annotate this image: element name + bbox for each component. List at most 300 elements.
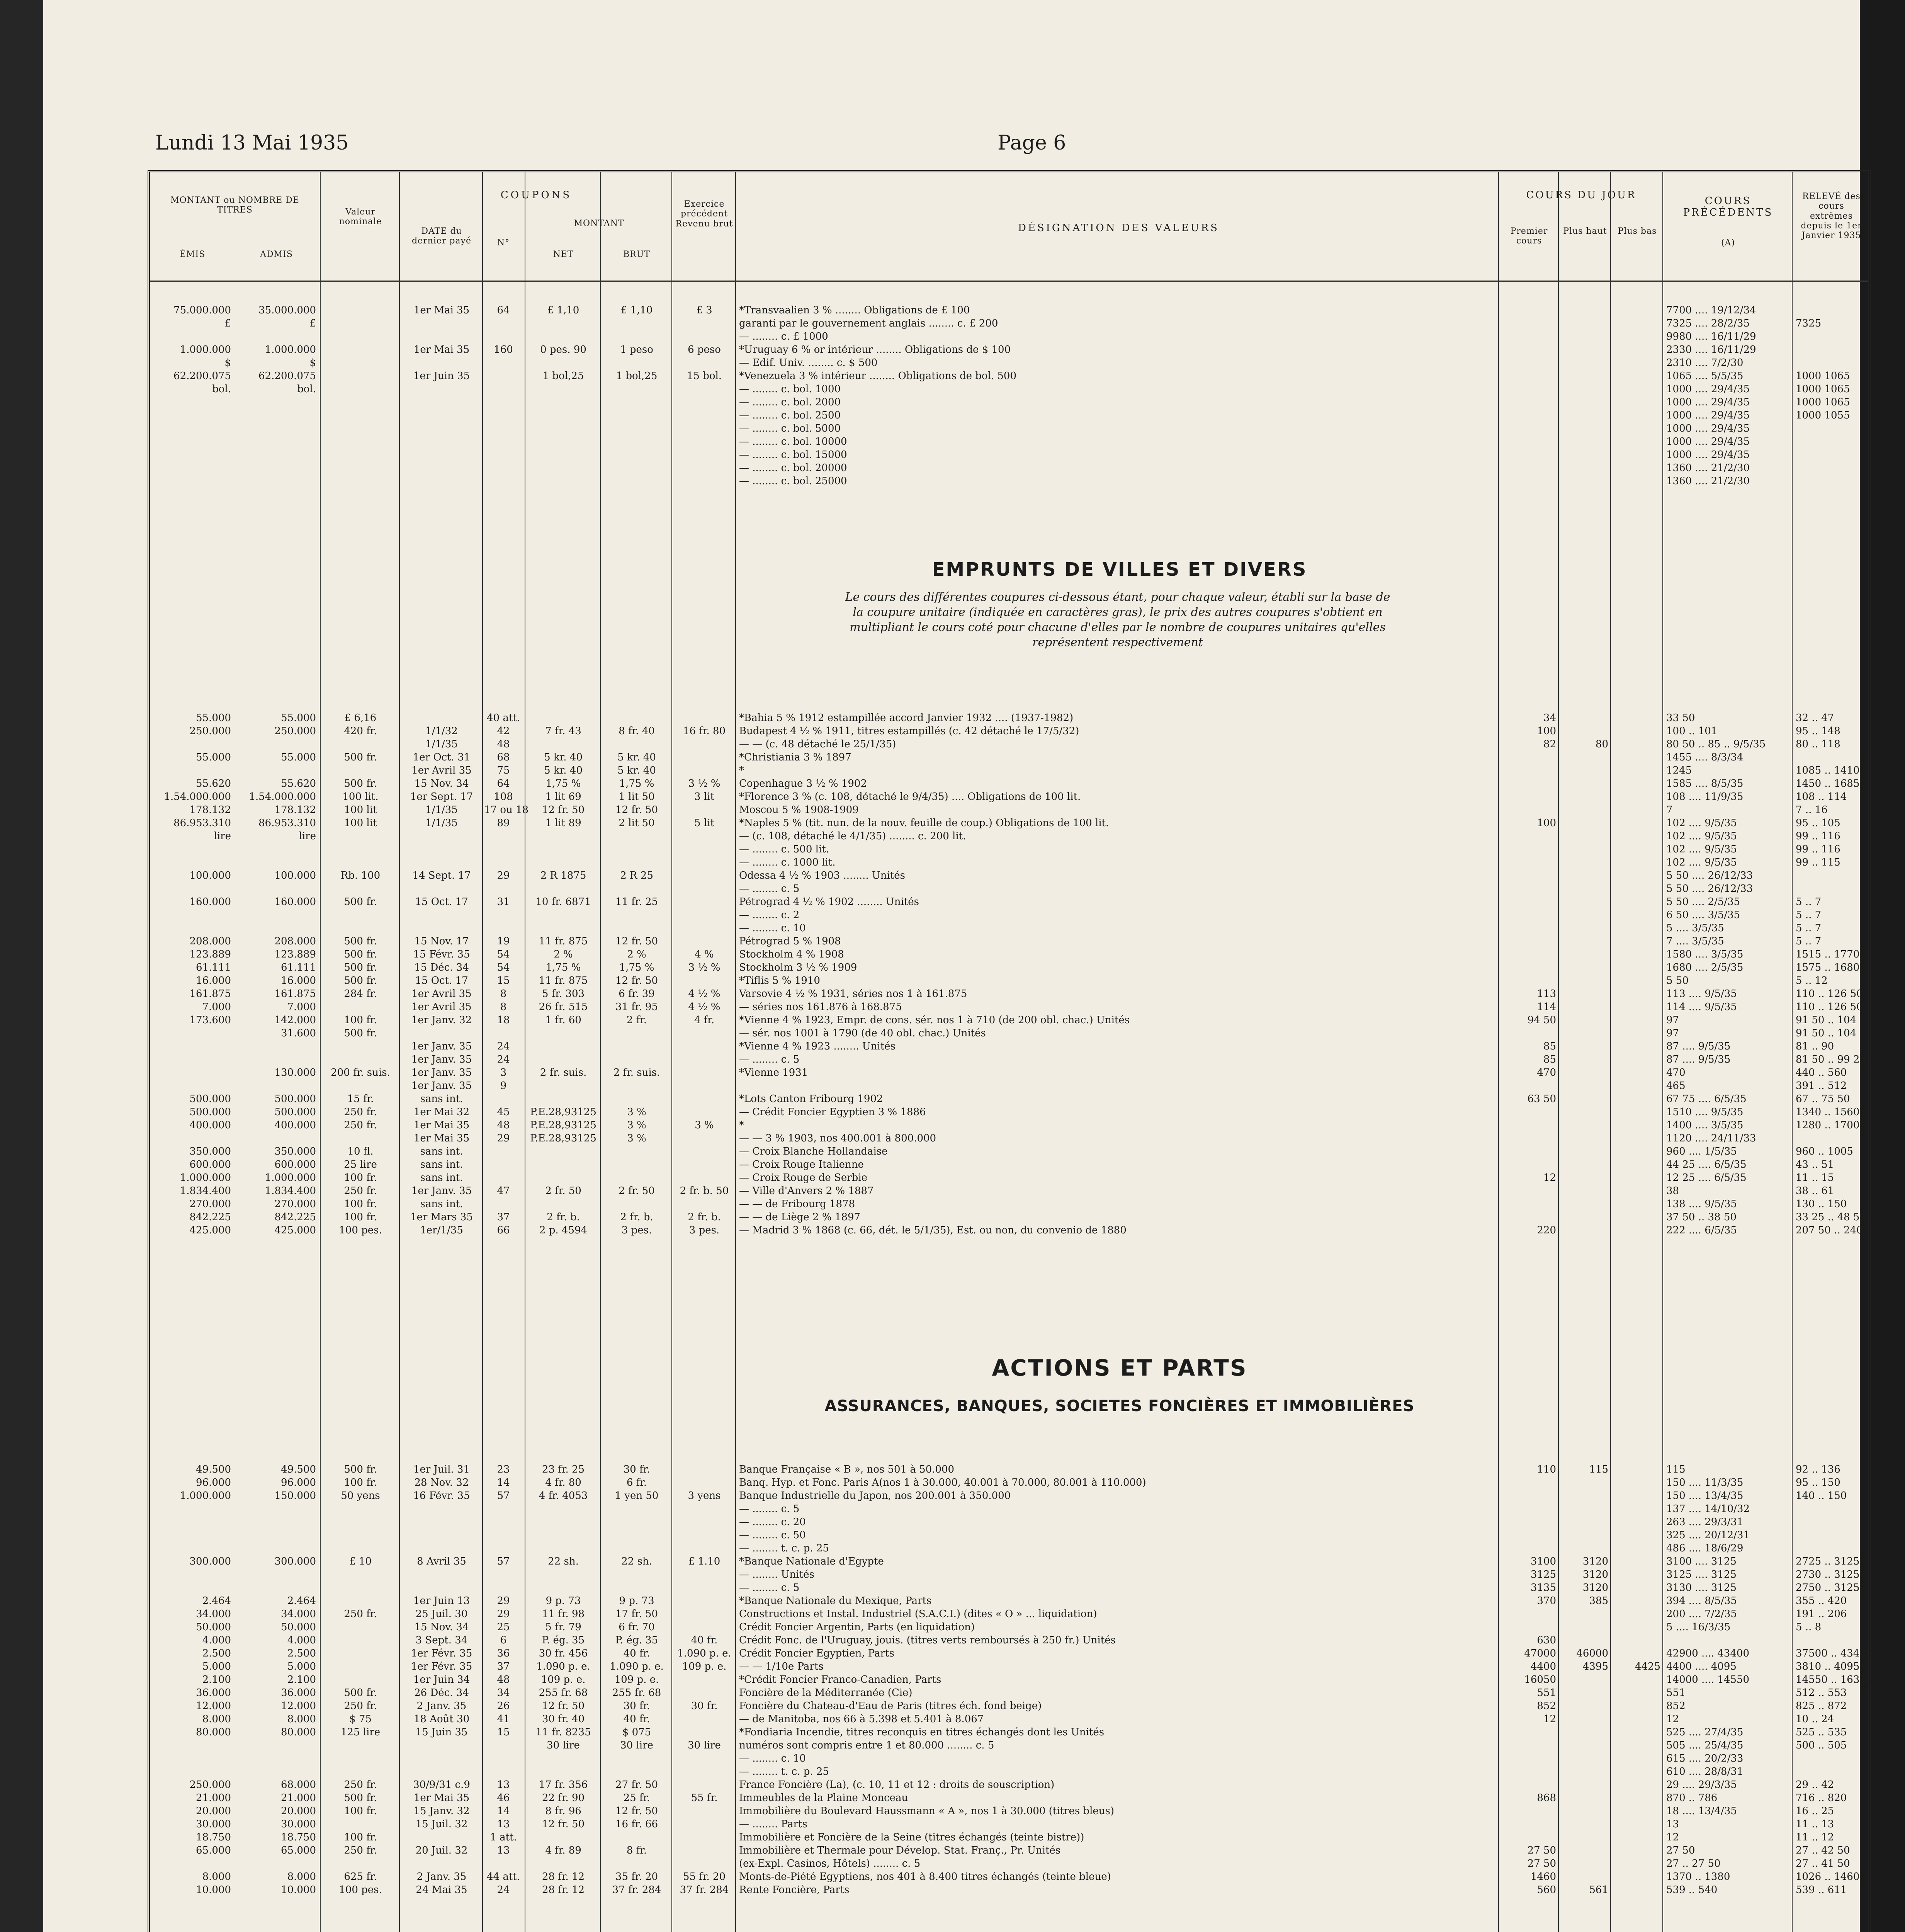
cell-premier-cours: 868 [1537, 1792, 1556, 1804]
cell-cours-precedents: 37 50 .. 38 50 [1666, 1211, 1737, 1223]
header-precedents: COURS PRÉCÉDENTS [1683, 195, 1773, 218]
cell-date: 1er Juin 35 [413, 370, 470, 382]
cell-premier-cours: 85 [1543, 1054, 1556, 1065]
cell-emis: 500.000 [189, 1106, 231, 1118]
cell-nominal: £ 6,16 [344, 712, 377, 724]
cell-net: 12 fr. 50 [542, 1818, 585, 1830]
cell-premier-cours: 82 [1543, 738, 1556, 750]
table-row [150, 383, 1868, 396]
table-row [150, 1607, 1868, 1621]
cell-exercice: 4 ½ % [688, 1001, 721, 1013]
cell-admis: 35.000.000 [258, 304, 316, 316]
table-row [150, 330, 1868, 343]
header-net: NET [553, 250, 574, 259]
cell-premier-cours: 3135 [1530, 1582, 1556, 1594]
cell-date: 15 Nov. 34 [414, 778, 469, 789]
cell-cours-precedents: 1000 .... 29/4/35 [1666, 410, 1750, 421]
cell-designation: — — (c. 48 détaché le 25/1/35) [739, 738, 896, 750]
cell-plus-haut: 3120 [1582, 1556, 1608, 1567]
cell-designation: — Madrid 3 % 1868 (c. 66, dét. le 5/1/35), Est. ou non, du convenio de 1880 [739, 1225, 1127, 1236]
cell-cours-precedents: 1580 .... 3/5/35 [1666, 949, 1744, 960]
cell-releve: 1026 .. 1460 [1796, 1871, 1860, 1883]
cell-brut: 30 fr. [623, 1700, 650, 1712]
cell-designation: — ........ c. 5 [739, 1503, 800, 1515]
cell-date: 1er Févr. 35 [411, 1661, 472, 1672]
section-emprunts-note: Le cours des différentes coupures ci-dessous étant, pour chaque valeur, établi sur la base de la coupure unitaire (indiquée en caractères gras), le prix des autres coupures s'obtient en multipliant le cours coté pour chacune d'elles par le nombre de coupures unitaires qu'elles représentent respectivement [845, 590, 1390, 649]
cell-exercice: 3 ½ % [688, 778, 721, 789]
cell-emis: 161.875 [189, 988, 231, 1000]
cell-cours-precedents: 200 .... 7/2/35 [1666, 1608, 1737, 1620]
cell-net: 2 fr. b. [547, 1211, 580, 1223]
cell-brut: 30 fr. [623, 1464, 650, 1475]
cell-coupon-no: 45 [497, 1106, 510, 1118]
cell-premier-cours: 34 [1543, 712, 1556, 724]
cell-admis: 62.200.075 [258, 370, 316, 382]
cell-emis: 96.000 [196, 1477, 231, 1488]
cell-cours-precedents: 1680 .... 2/5/35 [1666, 962, 1744, 973]
cell-designation: *Transvaalien 3 % ........ Obligations de £ 100 [739, 304, 970, 316]
cell-coupon-no: 64 [497, 778, 510, 789]
cell-nominal: 100 fr. [344, 1211, 377, 1223]
cell-designation: — Croix Blanche Hollandaise [739, 1146, 888, 1157]
cell-exercice: 30 lire [688, 1740, 721, 1751]
cell-coupon-no: 48 [497, 1119, 510, 1131]
cell-brut: 1 peso [620, 344, 653, 355]
cell-brut: 17 fr. 50 [615, 1608, 658, 1620]
cell-coupon-no: 13 [497, 1779, 510, 1791]
cell-emis: 55.000 [196, 752, 231, 763]
cell-coupon-no: 6 [500, 1634, 507, 1646]
cell-date: 1er Avril 35 [411, 988, 472, 1000]
cell-releve: 16 .. 25 [1796, 1805, 1834, 1817]
cell-cours-precedents: 465 [1666, 1080, 1686, 1092]
cell-emis: 100.000 [189, 870, 231, 881]
section-assurances: ASSURANCES, BANQUES, SOCIETES FONCIÈRES ET IMMOBILIÈRES [824, 1397, 1415, 1415]
cell-emis: 62.200.075 [173, 370, 231, 382]
running-head-date: Lundi 13 Mai 1935 [155, 131, 349, 155]
cell-releve: 7325 [1796, 318, 1822, 329]
cell-designation: — ........ c. 5 [739, 1054, 800, 1065]
cell-designation: — ........ c. 5 [739, 883, 800, 895]
cell-brut: 8 fr. 40 [619, 725, 655, 737]
table-row [150, 1224, 1868, 1237]
cell-designation: — Ville d'Anvers 2 % 1887 [739, 1185, 874, 1197]
cell-admis: 142.000 [274, 1014, 316, 1026]
cell-designation: — ........ c. bol. 1000 [739, 383, 841, 395]
cell-cours-precedents: 7700 .... 19/12/34 [1666, 304, 1756, 316]
cell-net: 2 fr. 50 [545, 1185, 581, 1197]
cell-emis: bol. [212, 383, 231, 395]
cell-emis: 75.000.000 [173, 304, 231, 316]
cell-brut: 11 fr. 25 [615, 896, 658, 908]
cell-designation: — ........ c. bol. 25000 [739, 475, 847, 487]
cell-designation: Stockholm 3 ½ % 1909 [739, 962, 857, 973]
cell-coupon-no: 26 [497, 1700, 510, 1712]
table-row [150, 1211, 1868, 1224]
cell-releve: 5 .. 7 [1796, 922, 1822, 934]
cell-exercice: £ 1.10 [688, 1556, 721, 1567]
cell-designation: — ........ c. bol. 20000 [739, 462, 847, 474]
cell-cours-precedents: 1000 .... 29/4/35 [1666, 423, 1750, 434]
cell-date: 1er Janv. 35 [411, 1041, 472, 1052]
cell-net: P.E.28,93125 [530, 1106, 596, 1118]
table-row [150, 1158, 1868, 1171]
cell-net: 11 fr. 98 [542, 1608, 585, 1620]
cell-designation: Crédit Fonc. de l'Uruguay, jouis. (titres verts remboursés à 250 fr.) Unités [739, 1634, 1116, 1646]
cell-designation: — ........ c. 2 [739, 909, 800, 921]
cell-cours-precedents: 38 [1666, 1185, 1679, 1197]
cell-cours-precedents: 13 [1666, 1818, 1679, 1830]
cell-exercice: 16 fr. 80 [683, 725, 726, 737]
cell-coupon-no: 29 [497, 1133, 510, 1144]
cell-emis: 1.834.400 [180, 1185, 231, 1197]
cell-admis: 21.000 [281, 1792, 316, 1804]
cell-releve: 95 .. 150 [1796, 1477, 1840, 1488]
cell-cours-precedents: 4400 .... 4095 [1666, 1661, 1737, 1672]
cell-coupon-no: 1 att. [490, 1832, 517, 1843]
cell-net: 5 kr. 40 [544, 752, 583, 763]
cell-emis: 2.464 [202, 1595, 231, 1607]
cell-nominal: 500 fr. [344, 935, 377, 947]
cell-designation: Rente Foncière, Parts [739, 1884, 850, 1896]
cell-admis: bol. [297, 383, 316, 395]
cell-designation: Immeubles de la Plaine Monceau [739, 1792, 908, 1804]
cell-cours-precedents: 610 .... 28/8/31 [1666, 1766, 1744, 1777]
cell-releve: 11 .. 12 [1796, 1832, 1834, 1843]
cell-releve: 95 .. 105 [1796, 817, 1840, 829]
cell-cours-precedents: 100 .. 101 [1666, 725, 1718, 737]
cell-designation: — ........ c. bol. 15000 [739, 449, 847, 461]
cell-coupon-no: 48 [497, 738, 510, 750]
cell-brut: 3 % [627, 1133, 646, 1144]
cell-emis: $ [224, 357, 231, 369]
cell-net: 1 lit 69 [545, 791, 581, 803]
cell-designation: *Vienne 4 % 1923 ........ Unités [739, 1041, 896, 1052]
cell-releve: 2725 .. 3125 [1796, 1556, 1860, 1567]
cell-designation: * [739, 765, 744, 776]
cell-date: 15 Juin 35 [415, 1726, 468, 1738]
cell-brut: 6 fr. 70 [619, 1621, 655, 1633]
cell-cours-precedents: 102 .... 9/5/35 [1666, 817, 1737, 829]
cell-cours-precedents: 1000 .... 29/4/35 [1666, 449, 1750, 461]
cell-exercice: 3 ½ % [688, 962, 721, 973]
table-row [150, 1066, 1868, 1079]
table-row [150, 1673, 1873, 1686]
cell-admis: 161.875 [274, 988, 316, 1000]
cell-nominal: 250 fr. [344, 1185, 377, 1197]
cell-emis: 10.000 [196, 1884, 231, 1896]
cell-admis: 96.000 [281, 1477, 316, 1488]
cell-cours-precedents: 5 50 [1666, 975, 1689, 986]
cell-designation: *Lots Canton Fribourg 1902 [739, 1093, 883, 1105]
cell-cours-precedents: 3100 .... 3125 [1666, 1556, 1737, 1567]
cell-emis: 1.54.000.000 [164, 791, 231, 803]
cell-releve: 1280 .. 1700 [1796, 1119, 1860, 1131]
cell-cours-precedents: 1510 .... 9/5/35 [1666, 1106, 1744, 1118]
table-row [150, 1594, 1868, 1607]
table-row [150, 764, 1868, 777]
header-emis: ÉMIS [179, 250, 206, 259]
cell-cours-precedents: 138 .... 9/5/35 [1666, 1198, 1737, 1210]
cell-releve: 1000 1065 [1796, 383, 1850, 395]
cell-admis: 1.54.000.000 [249, 791, 316, 803]
cell-designation: — (c. 108, détaché le 4/1/35) ........ c. 200 lit. [739, 830, 966, 842]
cell-brut: 12 fr. 50 [615, 935, 658, 947]
table-row [150, 448, 1868, 461]
table-row [150, 1555, 1868, 1568]
cell-coupon-no: 66 [497, 1225, 510, 1236]
cell-cours-precedents: 1455 .... 8/3/34 [1666, 752, 1744, 763]
cell-net: 22 fr. 90 [542, 1792, 585, 1804]
cell-coupon-no: 18 [497, 1014, 510, 1026]
cell-emis: £ [224, 318, 231, 329]
cell-coupon-no: 3 [500, 1067, 507, 1078]
cell-brut: 8 fr. [626, 1845, 647, 1856]
cell-net: 26 fr. 515 [539, 1001, 588, 1013]
cell-designation: *Vienne 1931 [739, 1067, 808, 1078]
cell-designation: — ........ t. c. p. 25 [739, 1766, 829, 1777]
table-row [150, 961, 1868, 974]
cell-releve: 1000 1065 [1796, 396, 1850, 408]
cell-premier-cours: 1460 [1530, 1871, 1556, 1883]
cell-premier-cours: 470 [1537, 1067, 1556, 1078]
table-row [150, 1184, 1868, 1197]
cell-cours-precedents: 1370 .. 1380 [1666, 1871, 1730, 1883]
cell-coupon-no: 17 ou 18 [484, 804, 529, 816]
cell-releve: 43 .. 51 [1796, 1159, 1834, 1170]
cell-designation: — ........ c. 500 lit. [739, 844, 829, 855]
cell-premier-cours: 27 50 [1527, 1845, 1556, 1856]
cell-net: 1,75 % [545, 962, 581, 973]
header-admis: ADMIS [260, 250, 293, 259]
cell-designation: Foncière du Chateau-d'Eau de Paris (titres éch. fond beige) [739, 1700, 1042, 1712]
cell-designation: Immobilière du Boulevard Haussmann « A », nos 1 à 30.000 (titres bleus) [739, 1805, 1115, 1817]
cell-coupon-no: 24 [497, 1054, 510, 1065]
cell-premier-cours: 551 [1537, 1687, 1556, 1699]
cell-premier-cours: 3125 [1530, 1569, 1556, 1580]
cell-emis: 49.500 [196, 1464, 231, 1475]
cell-nominal: 200 fr. suis. [331, 1067, 390, 1078]
cell-designation: numéros sont compris entre 1 et 80.000 ........ c. 5 [739, 1740, 994, 1751]
table-row [150, 751, 1868, 764]
cell-cours-precedents: 5 .... 3/5/35 [1666, 922, 1724, 934]
cell-designation: — ........ c. £ 1000 [739, 331, 828, 342]
cell-designation: * [739, 1119, 744, 1131]
cell-admis: 4.000 [287, 1634, 316, 1646]
cell-admis: lire [299, 830, 316, 842]
table-row [150, 1804, 1868, 1818]
cell-nominal: 100 lit [344, 817, 377, 829]
cell-plus-haut: 3120 [1582, 1569, 1608, 1580]
cell-designation: Moscou 5 % 1908-1909 [739, 804, 859, 816]
cell-admis: 600.000 [274, 1159, 316, 1170]
cell-date: 1er Mai 35 [413, 344, 470, 355]
cell-admis: 1.834.400 [265, 1185, 316, 1197]
cell-emis: 18.750 [196, 1832, 231, 1843]
cell-nominal: 500 fr. [344, 752, 377, 763]
table-row [150, 1818, 1868, 1831]
cell-date: 1/1/32 [425, 725, 458, 737]
cell-designation: — Croix Rouge de Serbie [739, 1172, 868, 1184]
cell-designation: Odessa 4 ½ % 1903 ........ Unités [739, 870, 906, 881]
cell-nominal: 420 fr. [344, 725, 377, 737]
table-row [150, 1699, 1868, 1713]
cell-brut: 1 lit 50 [619, 791, 655, 803]
cell-date: sans int. [420, 1159, 463, 1170]
table-row [150, 422, 1868, 435]
cell-exercice: 3 lit [694, 791, 714, 803]
cell-emis: 600.000 [189, 1159, 231, 1170]
cell-plus-haut: 385 [1589, 1595, 1608, 1607]
cell-admis: 2.100 [287, 1674, 316, 1685]
cell-nominal: 250 fr. [344, 1845, 377, 1856]
cell-coupon-no: 44 att. [486, 1871, 520, 1883]
cell-designation: — ........ c. 1000 lit. [739, 857, 836, 868]
cell-net: P.E.28,93125 [530, 1133, 596, 1144]
table-row [150, 1778, 1868, 1791]
cell-releve: 38 .. 61 [1796, 1185, 1834, 1197]
cell-cours-precedents: 1400 .... 3/5/35 [1666, 1119, 1744, 1131]
cell-premier-cours: 630 [1537, 1634, 1556, 1646]
cell-designation: *Florence 3 % (c. 108, détaché le 9/4/35) .... Obligations de 100 lit. [739, 791, 1081, 803]
cell-net: 30 lire [547, 1740, 580, 1751]
cell-brut: 12 fr. 50 [615, 804, 658, 816]
header-coupons: COUPONS [500, 189, 572, 201]
cell-date: sans int. [420, 1198, 463, 1210]
table-row [150, 738, 1868, 751]
cell-admis: 8.000 [287, 1871, 316, 1883]
table-row [150, 1634, 1868, 1647]
cell-emis: 8.000 [202, 1713, 231, 1725]
cell-designation: *Vienne 4 % 1923, Empr. de cons. sér. nos 1 à 710 (de 200 obl. chac.) Unités [739, 1014, 1130, 1026]
table-row [150, 1171, 1868, 1184]
cell-brut: 1 bol,25 [616, 370, 658, 382]
table-row [150, 1105, 1868, 1119]
cell-releve: 2730 .. 3125 [1796, 1569, 1860, 1580]
cell-premier-cours: 12 [1543, 1713, 1556, 1725]
cell-designation: *Naples 5 % (tit. nun. de la nouv. feuille de coup.) Obligations de 100 lit. [739, 817, 1109, 829]
cell-date: 1/1/35 [425, 738, 458, 750]
cell-releve: 110 .. 126 50 [1796, 1001, 1863, 1013]
cell-emis: 34.000 [196, 1608, 231, 1620]
cell-releve: 1000 1055 [1796, 410, 1850, 421]
cell-nominal: 250 fr. [344, 1119, 377, 1131]
table-row [150, 1713, 1868, 1726]
cell-date: 1er Janv. 35 [411, 1054, 472, 1065]
table-row [150, 369, 1868, 383]
cell-releve: 99 .. 115 [1796, 857, 1840, 868]
cell-designation: Varsovie 4 ½ % 1931, séries nos 1 à 161.875 [739, 988, 967, 1000]
table-row [150, 396, 1868, 409]
cell-cours-precedents: 12 [1666, 1832, 1679, 1843]
cell-net: 17 fr. 356 [539, 1779, 588, 1791]
cell-exercice: 5 lit [694, 817, 714, 829]
cell-coupon-no: 75 [497, 765, 510, 776]
cell-date: 15 Févr. 35 [413, 949, 470, 960]
cell-releve: 14550 .. 16350 [1796, 1674, 1873, 1685]
cell-premier-cours: 113 [1537, 988, 1556, 1000]
cell-cours-precedents: 42900 .... 43400 [1666, 1648, 1750, 1659]
cell-releve: 5 .. 7 [1796, 909, 1822, 921]
cell-emis: 208.000 [189, 935, 231, 947]
cell-net: 4 fr. 89 [545, 1845, 581, 1856]
cell-date: 15 Oct. 17 [415, 896, 468, 908]
cell-brut: 35 fr. 20 [615, 1871, 658, 1883]
cell-date: 1er Sept. 17 [410, 791, 473, 803]
cell-emis: 36.000 [196, 1687, 231, 1699]
cell-cours-precedents: 3125 .... 3125 [1666, 1569, 1737, 1580]
cell-nominal: 100 fr. [344, 1198, 377, 1210]
cell-designation: Immobilière et Foncière de la Seine (titres échangés (teinte bistre)) [739, 1832, 1084, 1843]
cell-brut: 12 fr. 50 [615, 1805, 658, 1817]
cell-premier-cours: 100 [1537, 817, 1556, 829]
cell-cours-precedents: 470 [1666, 1067, 1686, 1078]
cell-date: 1er Janv. 35 [411, 1185, 472, 1197]
cell-cours-precedents: 615 .... 20/2/33 [1666, 1753, 1744, 1764]
cell-nominal: 250 fr. [344, 1106, 377, 1118]
cell-premier-cours: 27 50 [1527, 1858, 1556, 1869]
cell-brut: 1,75 % [619, 962, 654, 973]
cell-coupon-no: 15 [497, 1726, 510, 1738]
table-row [150, 987, 1868, 1000]
cell-cours-precedents: 18 .... 13/4/35 [1666, 1805, 1737, 1817]
cell-date: 1er Oct. 31 [413, 752, 471, 763]
table-row [150, 856, 1868, 869]
table-row [150, 908, 1868, 922]
cell-admis: 1.000.000 [265, 1172, 316, 1184]
cell-cours-precedents: 6 50 .... 3/5/35 [1666, 909, 1740, 921]
cell-brut: 109 p. e. [614, 1674, 659, 1685]
cell-releve: 355 .. 420 [1796, 1595, 1847, 1607]
cell-plus-haut: 3120 [1582, 1582, 1608, 1594]
cell-releve: 1000 1065 [1796, 370, 1850, 382]
table-row [150, 882, 1868, 895]
cell-coupon-no: 23 [497, 1464, 510, 1475]
table-row [150, 1660, 1868, 1673]
cell-exercice: £ 3 [696, 304, 712, 316]
cell-cours-precedents: 27 .. 27 50 [1666, 1858, 1721, 1869]
cell-releve: 1515 .. 1770 [1796, 949, 1860, 960]
cell-emis: lire [214, 830, 231, 842]
cell-emis: 1.000.000 [180, 1490, 231, 1502]
cell-emis: 173.600 [189, 1014, 231, 1026]
cell-cours-precedents: 115 [1666, 1464, 1686, 1475]
cell-emis: 270.000 [189, 1198, 231, 1210]
cell-brut: 2 fr. b. [620, 1211, 653, 1223]
cell-nominal: 100 pes. [339, 1884, 382, 1896]
cell-releve: 5 .. 7 [1796, 935, 1822, 947]
cell-cours-precedents: 3130 .... 3125 [1666, 1582, 1737, 1594]
cell-exercice: 37 fr. 284 [680, 1884, 729, 1896]
table-row [150, 1000, 1868, 1014]
cell-premier-cours: 110 [1537, 1464, 1556, 1475]
table-row [150, 935, 1868, 948]
cell-nominal: 100 fr. [344, 1832, 377, 1843]
cell-date: 3 Sept. 34 [415, 1634, 468, 1646]
cell-designation: — ........ Unités [739, 1569, 814, 1580]
cell-designation: — Croix Rouge Italienne [739, 1159, 864, 1170]
cell-admis: 425.000 [274, 1225, 316, 1236]
cell-net: 2 p. 4594 [539, 1225, 588, 1236]
cell-designation: — ........ c. 5 [739, 1582, 800, 1594]
header-releve: RELEVÉ des cours extrêmes depuis le 1er Janvier 1935 [1801, 192, 1862, 241]
cell-releve: 716 .. 820 [1796, 1792, 1847, 1804]
cell-date: 1er Févr. 35 [411, 1648, 472, 1659]
cell-cours-precedents: 1245 [1666, 765, 1692, 776]
cell-cours-precedents: 33 50 [1666, 712, 1695, 724]
cell-cours-precedents: 12 [1666, 1713, 1679, 1725]
cell-coupon-no: 15 [497, 975, 510, 986]
